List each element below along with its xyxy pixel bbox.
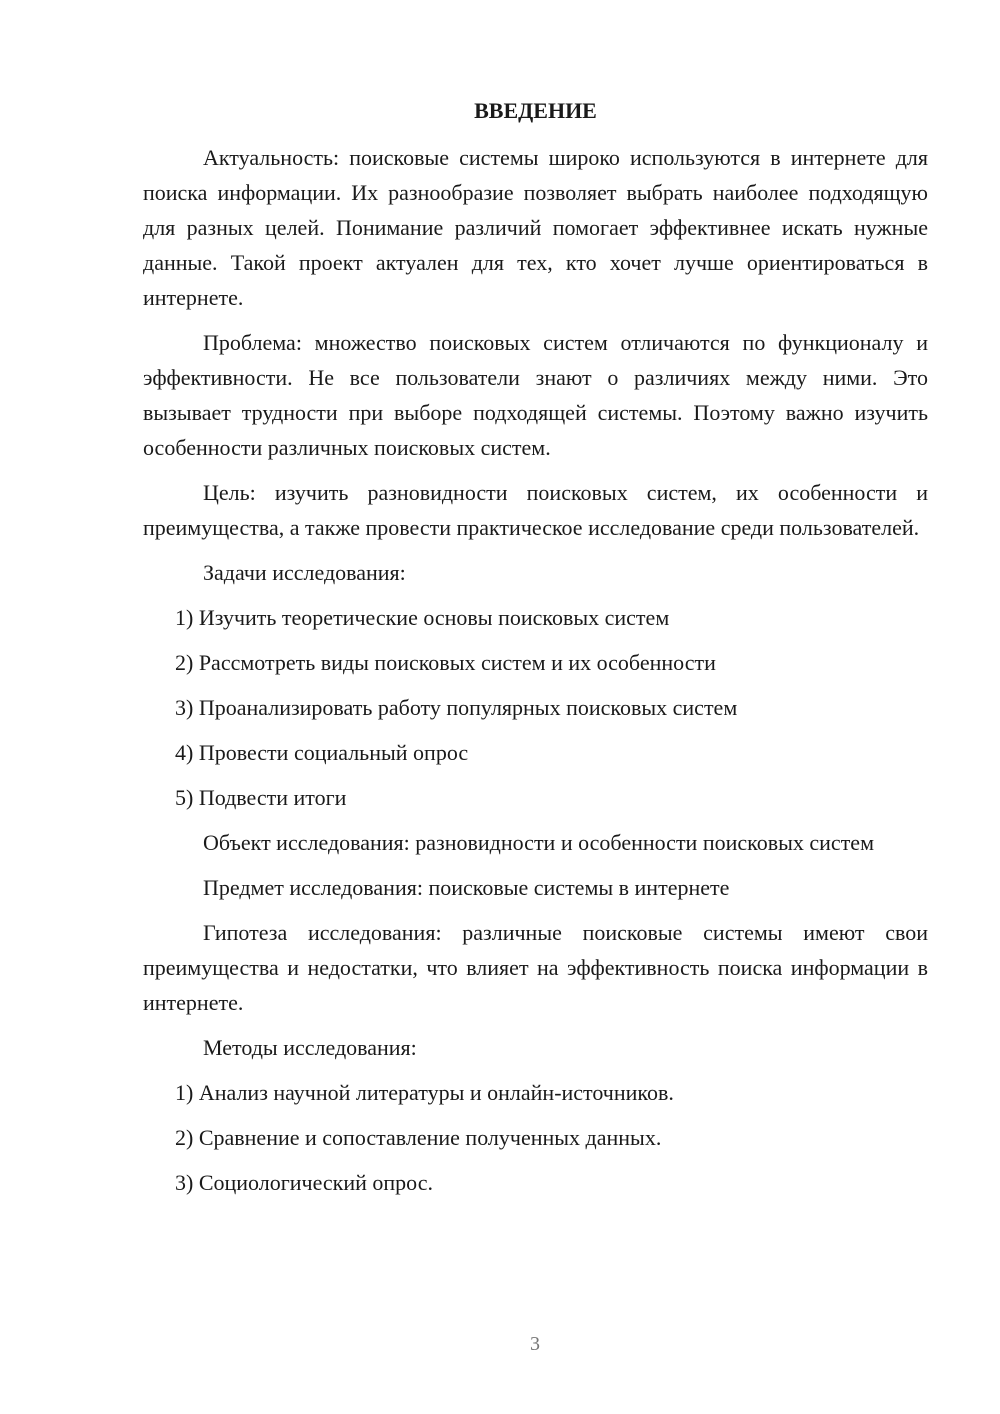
relevance-paragraph: Актуальность: поисковые системы широко используются в интернете для поиска информации. Их разнообразие позволяет выбрать наиболее подходящую для разных целей. Понимание различий помогает эффективнее искать нужные данные. Такой проект актуален для тех, кто хочет лучше ориентироваться в интернете.: [143, 145, 928, 310]
list-item: 2) Рассмотреть виды поисковых систем и их особенности: [175, 650, 716, 675]
tasks-title: Задачи исследования:: [203, 560, 406, 585]
methods-title: Методы исследования:: [203, 1035, 417, 1060]
section-heading: ВВЕДЕНИЕ: [474, 98, 597, 123]
list-item: 4) Провести социальный опрос: [175, 740, 469, 765]
subject-paragraph: Предмет исследования: поисковые системы в интернете: [203, 875, 730, 900]
list-item: 1) Анализ научной литературы и онлайн-источников.: [175, 1080, 674, 1105]
problem-paragraph: Проблема: множество поисковых систем отличаются по функционалу и эффективности. Не все пользователи знают о различиях между ними. Это вызывает трудности при выборе подходящей системы. Поэтому важно изучить особенности различных поисковых систем.: [143, 330, 928, 460]
hypothesis-paragraph: Гипотеза исследования: различные поисковые системы имеют свои преимущества и недостатки, что влияет на эффективность поиска информации в интернете.: [143, 920, 928, 1015]
tasks-list: [143, 600, 928, 815]
list-item: 3) Социологический опрос.: [175, 1170, 433, 1195]
object-paragraph: Объект исследования: разновидности и особенности поисковых систем: [203, 830, 874, 855]
page-number: 3: [530, 1333, 540, 1355]
goal-paragraph: Цель: изучить разновидности поисковых систем, их особенности и преимущества, а также провести практическое исследование среди пользователей.: [143, 480, 928, 540]
list-item: 2) Сравнение и сопоставление полученных данных.: [175, 1125, 662, 1150]
methods-list: [143, 1075, 928, 1200]
list-item: 1) Изучить теоретические основы поисковых систем: [175, 605, 670, 630]
list-item: 5) Подвести итоги: [175, 785, 347, 810]
document-page: [143, 96, 928, 1210]
list-item: 3) Проанализировать работу популярных поисковых систем: [175, 695, 738, 720]
